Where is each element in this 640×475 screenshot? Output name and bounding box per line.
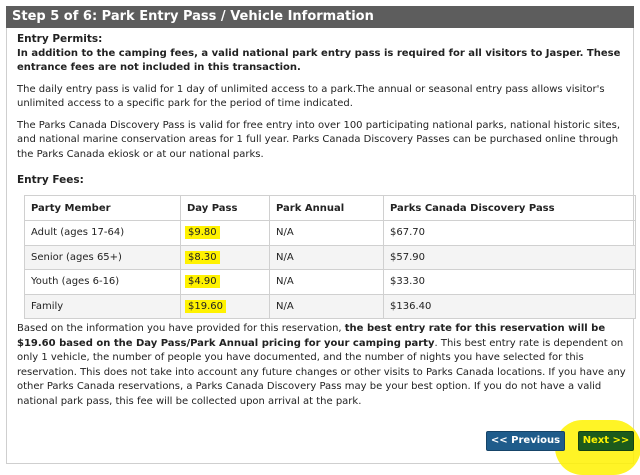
table-row	[25, 221, 636, 246]
park-annual-cell: N/A	[270, 294, 384, 319]
summary-lead: Based on the information you have provided for this reservation,	[17, 323, 345, 334]
column-header: Party Member	[25, 196, 181, 221]
day-pass-cell	[181, 270, 270, 295]
previous-button[interactable]: << Previous	[486, 431, 565, 451]
entry-permits-title: Entry Permits:	[17, 33, 103, 45]
summary-best-rate: the best entry rate for this reservation will be $19.60 based on the Day Pass/Park Annual pricing for your camping party	[17, 323, 606, 349]
discovery-pass-cell: $67.70	[384, 221, 636, 246]
day-pass-value: $19.60	[185, 300, 226, 313]
entry-permits-section	[17, 32, 627, 162]
day-pass-value: $9.80	[185, 226, 220, 239]
day-pass-cell	[181, 245, 270, 270]
discovery-pass-cell: $57.90	[384, 245, 636, 270]
party-member-cell: Family	[25, 294, 181, 319]
column-header: Parks Canada Discovery Pass	[384, 196, 636, 221]
day-pass-cell	[181, 294, 270, 319]
discovery-pass-cell: $136.40	[384, 294, 636, 319]
column-header: Day Pass	[181, 196, 270, 221]
discovery-pass-cell: $33.30	[384, 270, 636, 295]
entry-permits-intro: In addition to the camping fees, a valid national park entry pass is required for all visitors to Jasper. These entrance fees are not included in this transaction.	[17, 47, 621, 73]
day-pass-value: $4.90	[185, 275, 220, 288]
park-annual-cell: N/A	[270, 245, 384, 270]
park-annual-cell: N/A	[270, 270, 384, 295]
next-button[interactable]: Next >>	[578, 431, 634, 451]
party-member-cell: Adult (ages 17-64)	[25, 221, 181, 246]
column-header: Park Annual	[270, 196, 384, 221]
entry-fees-title: Entry Fees:	[17, 174, 84, 186]
discovery-pass-description: The Parks Canada Discovery Pass is valid for free entry into over 100 participating national parks, national historic sites, and national marine conservation areas for 1 full year. Parks Canada Discovery Passes can be purchased online through the Parks Canada ekiosk or at our national parks.	[17, 119, 621, 160]
party-member-cell: Senior (ages 65+)	[25, 245, 181, 270]
summary-details: . This best entry rate is dependent on only 1 vehicle, the number of people you have documented, and the number of nights you have selected for this reservation. This does not take into account any future changes or other visits to Parks Canada locations. If you have any other Parks Canada reservations, a Parks Canada Discovery Pass may be your best option. If you do not have a valid national park pass, this fee will be collected upon arrival at the park.	[17, 337, 626, 407]
step-header: Step 5 of 6: Park Entry Pass / Vehicle Information	[6, 6, 634, 28]
entry-fees-table	[24, 195, 636, 319]
daily-pass-description: The daily entry pass is valid for 1 day of unlimited access to a park.The annual or seasonal entry pass allows visitor's unlimited access to a specific park for the period of time indicated.	[17, 83, 605, 109]
table-row	[25, 294, 636, 319]
table-row	[25, 270, 636, 295]
day-pass-cell	[181, 221, 270, 246]
table-header-row	[25, 196, 636, 221]
day-pass-value: $8.30	[185, 251, 220, 264]
park-annual-cell: N/A	[270, 221, 384, 246]
best-rate-summary	[17, 322, 627, 409]
table-row	[25, 245, 636, 270]
party-member-cell: Youth (ages 6-16)	[25, 270, 181, 295]
